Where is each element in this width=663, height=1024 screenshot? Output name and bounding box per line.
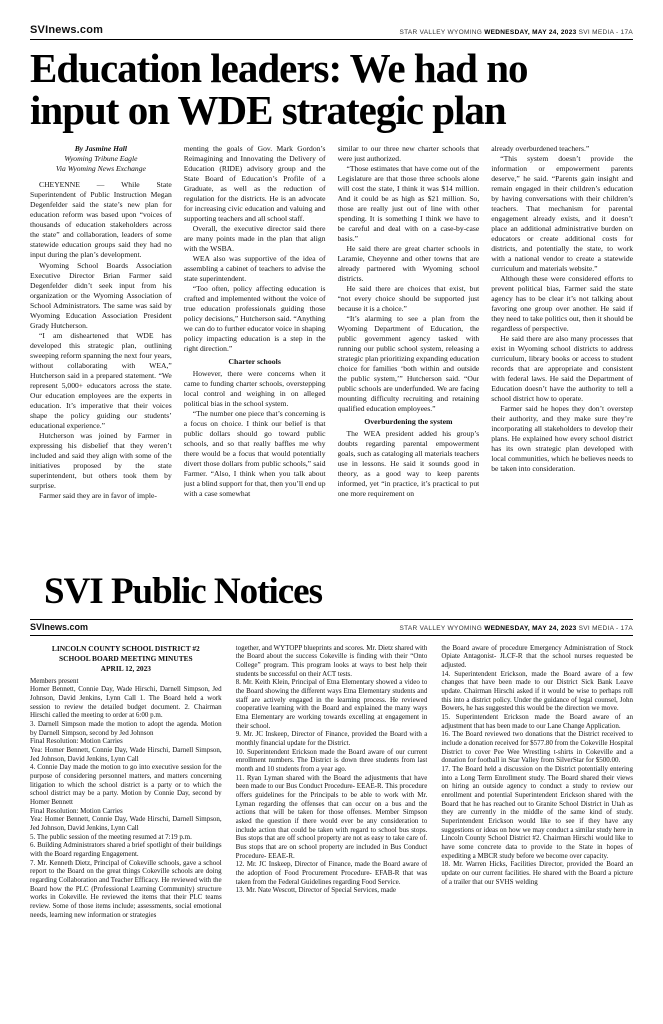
- paragraph: The WEA president added his group’s doubts regarding parental empowerment goals, such as cataloging all materials teachers use in lessons. He said it sounds good in theory, as a good way to keep parents informed, yet “in practice, it’s practical to put one more requirement on: [337, 429, 480, 499]
- paragraph: Yea: Homer Bennett, Connie Day, Wade Hirschi, Darnell Simpson, Jed Johnson, David Jenkins, Lynn Call: [30, 815, 222, 832]
- byline: [30, 144, 172, 175]
- paragraph: together, and WYTOPP blueprints and scores. Mr. Dietz shared with the Board about the success Cokeville is finding with their “Onto College” program. This program looks at ways to best help their students be successful on their ACT tests.: [235, 643, 428, 678]
- paragraph: “It’s alarming to see a plan from the Wyoming Department of Education, the public government agency tasked with running our public school system, releasing a strategic plan prioritizing expanding education choice for families ‘both within and outside the public system,’” Hutcherson said. “Our public schools are underfunded. We are facing mounting difficulty recruiting and retaining qualified education employees.”: [337, 313, 480, 414]
- paragraph: “Those estimates that have come out of the Legislature are that those three schools alone will cost the state, I think it was $14 million. And it could be as high as $21 million. So, those are really just out of line with other spending. It is something I think we have to be careful and deal with on a case-by-case basis.”: [337, 163, 480, 243]
- paragraph: However, there were concerns when it came to funding charter schools, overstepping local control and weighing in on alleged political bias in the school system.: [183, 369, 326, 409]
- paragraph: “This system doesn’t provide the information or empowerment parents deserve,” he said. “Parents gain insight and remain engaged in their children’s education by having conversations with their children’s teachers. That mechanism for parental engagement already exists, and it doesn’t place an additional administrative burden on educators or create additional costs for districts, and potentially the state, to work with a national vendor to create a statewide curriculum and materials website.”: [491, 153, 633, 273]
- paragraph: “Too often, policy affecting education is crafted and implemented without the voice of true education professionals guiding those policy decisions,” Hutcherson said. “Anything we can do to further educator voice in shaping policy impacting education is a step in the right direction.”: [183, 283, 326, 353]
- notices-column-1-text: [30, 677, 222, 920]
- paragraph: Yea: Homer Bennett, Connie Day, Wade Hirschi, Darnell Simpson, Jed Johnson, David Jenkins, Lynn Call: [30, 745, 222, 763]
- notices-masthead: [30, 619, 633, 636]
- article-subhead: Overburdening the system: [364, 417, 453, 427]
- paragraph: 3. Darnell Simpson made the motion to adopt the agenda. Motion by Darnell Simpson, second by Jed Johnson: [30, 719, 222, 737]
- article-headline: [30, 45, 633, 133]
- paragraph: 10. Superintendent Erickson made the Board aware of our current enrollment numbers. The District is down three students from last month and 10 students from a year ago.: [235, 747, 428, 774]
- headline-line-1: Education leaders: We had no: [30, 45, 528, 91]
- dateline-location: STAR VALLEY WYOMING: [399, 29, 485, 36]
- notice-heading-type: SCHOOL BOARD MEETING MINUTES: [59, 653, 193, 663]
- paragraph: already overburdened teachers.”: [491, 143, 590, 153]
- notice-heading-district: LINCOLN COUNTY SCHOOL DISTRICT #2: [51, 643, 200, 653]
- paragraph: Final Resolution: Motion Carries: [30, 737, 123, 746]
- notice-heading: [30, 644, 222, 674]
- masthead: [30, 24, 633, 40]
- notices-dateline-date: WEDNESDAY, MAY 24, 2023: [484, 624, 577, 632]
- site-name: SVInews.com: [30, 24, 104, 36]
- headline-line-2: input on WDE strategic plan: [30, 86, 506, 133]
- paragraph: Hutcherson was joined by Farmer in expressing his disbelief that they weren’t included and said they align with some of the initiatives proposed by the state superintendent, but others took them by surprise.: [30, 430, 172, 490]
- paragraph: 7. Mr. Kenneth Dietz, Principal of Cokeville schools, gave a school report to the Board on the great things Cokeville schools are doing regarding Collaboration and Teacher Efficacy. He reviewed with the Board how the PLC (Professional Learning Community) structure works in Cokeville. He reviewed the items that their PLC teams review. Some of those items include; assessments, social emotional needs, learning new information or strategies: [30, 858, 222, 919]
- paragraph: Members present: [30, 676, 79, 685]
- notices-dateline: [399, 625, 633, 632]
- paragraph: 8. Mr. Keith Klein, Principal of Etna Elementary showed a video to the Board showing the different ways Etna Elementary students and staff are actively engaged in the learning process. He reviewed cooperative learning with the Board and explained the many ways Etna Elementary are working towards excelling at engagement in their school.: [235, 678, 428, 730]
- paragraph: similar to our three new charter schools that were just authorized.: [337, 143, 480, 163]
- notices-body: [30, 644, 633, 920]
- paragraph: He said there are great charter schools in Laramie, Cheyenne and other towns that are already partnered with Wyoming school districts.: [337, 243, 480, 283]
- paragraph: 15. Superintendent Erickson made the Board aware of an adjustment that has been made to our Lane Change Application.: [441, 713, 634, 730]
- article-subhead: Charter schools: [228, 356, 281, 366]
- paragraph: Although these were considered efforts to prevent political bias, Farmer said the state agency has to be clear it’s not talking about favoring one group over another. He said if they need to take politics out, then it should be regardless of perspective.: [491, 273, 633, 333]
- paragraph: 5. The public session of the meeting resumed at 7:19 p.m.: [30, 832, 192, 841]
- paragraph: 9. Mr. JC Inskeep, Director of Finance, provided the Board with a monthly financial update for the District.: [235, 730, 428, 748]
- paragraph: 12. Mr. JC Inskeep, Director of Finance, made the Board aware of the adoption of Food Procurement Procedure- EFAB-R that was taken from the Federal Guidelines regarding Food Service.: [235, 860, 428, 886]
- article-column-3: [338, 144, 480, 542]
- paragraph: Overall, the executive director said there are many points made in the plan that align with the WSBA.: [183, 223, 326, 253]
- paragraph: He said there are choices that exist, but “not every choice should be supported just because it is a choice.”: [337, 283, 480, 313]
- dateline: [399, 29, 633, 36]
- notices-column-2: [236, 644, 428, 920]
- article-column-4: [491, 144, 633, 542]
- paragraph: Final Resolution: Motion Carries: [30, 806, 123, 815]
- article-column-1: [30, 144, 172, 542]
- dateline-date: WEDNESDAY, MAY 24, 2023: [484, 29, 577, 36]
- paragraph: 4. Connie Day made the motion to go into executive session for the purpose of considering personnel matters, and matters concerning litigation to which the school district is a party or to which the school district may be a party. Motion by Connie Day, second by Homer Bennett: [30, 763, 222, 806]
- paragraph: WEA also was supportive of the idea of assembling a cabinet of teachers to advise the state superintendent.: [183, 253, 326, 283]
- paragraph: “I am disheartened that WDE has developed this strategic plan, outlining sweeping reform spanning the next four years, without collaborating with WEA,” Hutcherson said in a prepared statement. “We represent 5,000+ educators across the state. Our education employees are the experts in education. It’s imperative that their voices shape the policy guiding our students’ educational experience.”: [30, 330, 172, 430]
- paragraph: He said there are also many processes that exist in Wyoming school districts to address curriculum, library books or access to student records that are appropriate and consistent with federal laws. He said the Department of Education doesn’t have the authority to tell a school district how to operate.: [491, 333, 633, 404]
- byline-source: Wyoming Tribune Eagle: [64, 153, 138, 163]
- notices-column-1: [30, 644, 222, 920]
- paragraph: CHEYENNE — While State Superintendent of Public Instruction Megan Degenfelder said the state’s new plan for education reform was based upon “voices of thousands of education stakeholders across the state” and collaboration, leaders of some statewide education groups said they had no input during the plan’s development.: [30, 180, 172, 260]
- paragraph: Farmer said they are in favor of imple-: [39, 490, 157, 500]
- paragraph: 13. Mr. Nate Wescott, Director of Special Services, made: [235, 886, 396, 895]
- notices-site-name: SVInews.com: [30, 621, 89, 632]
- paragraph: 18. Mr. Warren Hicks, Facilities Director, provided the Board an update on our current facilities. He shared with the Board a picture of a trailer that our SVHS welding: [441, 860, 634, 886]
- public-notices-title: SVI Public Notices: [44, 570, 322, 612]
- notice-heading-date: APRIL 12, 2023: [100, 663, 151, 673]
- paragraph: 6. Building Administrators shared a brief spotlight of their buildings with the Board regarding Engagement.: [30, 841, 222, 859]
- dateline-page: SVI MEDIA - 17A: [576, 29, 633, 36]
- article-body: [30, 144, 633, 542]
- article-column-2: [184, 144, 326, 542]
- paragraph: 11. Ryan Lyman shared with the Board the adjustments that have been made to our Bus Conduct Procedure- EEAE-R. This procedure offers guidelines for the Principals to be able to work with Mr. Lyman regarding the offenses that can occur on a bus and the actions that will be taken for those offenses. Member Simpson asked the question if there would ever be any consideration to include action that could be taken with regard to school bus stops. Bus stops that are off school property are not as easy to take care of. Bus stops that are on school property are included in Bus Conduct Procedure- EEAE-R.: [235, 773, 428, 860]
- paragraph: Homer Bennett, Connie Day, Wade Hirschi, Darnell Simpson, Jed Johnson, David Jenkins, Lynn Call 1. The Board held a work session to review the detailed budget document. 2. Chairman Hirschi called the meeting to order at 6:00 p.m.: [30, 685, 222, 720]
- byline-via: Via Wyoming News Exchange: [55, 164, 146, 174]
- public-notices-section: [30, 570, 633, 920]
- notices-column-3: [441, 644, 633, 920]
- paragraph: 16. The Board reviewed two donations that the District received to include a donation received for $577.80 from the Cokeville Hospital District to cover Pee Wee Wrestling t-shirts in Cokeville and a donation for football in Star Valley from SilverStar for $500.00.: [441, 730, 634, 765]
- byline-author: By Jasmine Hall: [74, 143, 128, 153]
- article-column-1-text: [30, 180, 172, 501]
- paragraph: 17. The Board held a discussion on the District potentially entering into a Long Term Enrollment study. The Board shared their views on hiring an outside agency to conduct a study to review our enrollment and potential Superintendent Erickson shared with the Board that he has reached out to Granite School District in Utah as they are currently in the middle of the same kind of study. Superintendent Erickson would like to see if they have any suggestions or ideas on how we may conduct a similar study here in Lincoln County School District #2. Chairman Hirschi would like to have some concrete data to provide to the State in hopes of expediting a MBCR study before we become over capacity.: [441, 765, 634, 860]
- paragraph: Farmer said he hopes they don’t overstep their authority, and they make sure they’re incorporating all stakeholders to develop their plans. He explained how every school district has its own strategic plan developed with local communities, which he believes needs to be taken into consideration.: [491, 404, 633, 474]
- notices-dateline-page: SVI MEDIA - 17A: [576, 624, 633, 632]
- paragraph: Wyoming School Boards Association Executive Director Brian Farmer said Degenfelder didn’t seek input from his organization or the Wyoming Association of School Administrators. The same was said by Wyoming Education Association President Grady Hutcherson.: [30, 260, 172, 330]
- notices-dateline-location: STAR VALLEY WYOMING: [399, 624, 485, 632]
- paragraph: “The number one piece that’s concerning is a focus on choice. I think our belief is that public dollars should go toward public schools, and so that really baffles me why there would be a focus that would potentially divert those dollars from public schools,” said Farmer. “Also, I think when you talk about just a blind support for that, then you’ll end up with a case somewhat: [183, 409, 326, 499]
- paragraph: the Board aware of procedure Emergency Administration of Stock Opiate Antagonist- JLCF-R that the school nurses requested be adjusted.: [441, 643, 634, 669]
- paragraph: 14. Superintendent Erickson, made the Board aware of a few changes that have been made to our District Sick Bank Leave update. Chairman Hirschi asked if it would be wise to perhaps roll this into a district policy. Under the guidance of legal counsel, John Bowers, he has suggested this would be the direction we move.: [441, 669, 634, 713]
- paragraph: menting the goals of Gov. Mark Gordon’s Reimagining and Innovating the Delivery of Education (RIDE) advisory group and the State Board of Education’s Profile of a Graduate, as well as the reduction of regulation for the districts. He is an advocate for increasing civic education and valuing and supporting teachers and all school staff.: [183, 143, 326, 223]
